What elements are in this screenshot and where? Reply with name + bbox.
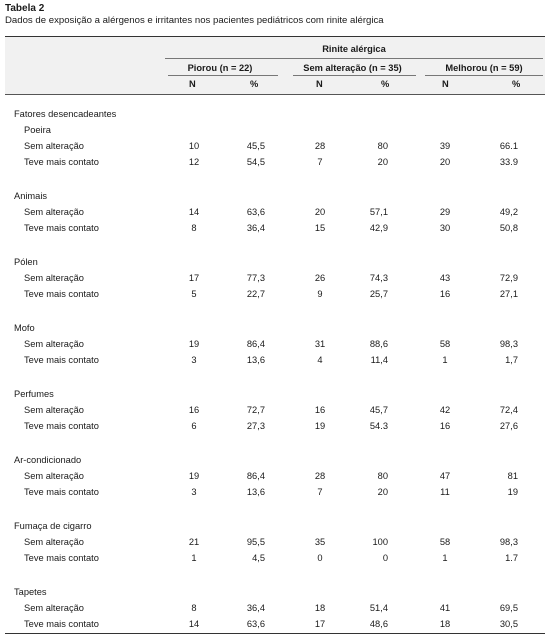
col-header-sem-alteracao: Sem alteração (n = 35) [303,63,402,73]
cell-pct: 1.7 [505,553,518,563]
table-row [0,405,550,419]
cell-pct: 36,4 [246,603,265,613]
cell-pct: 45,5 [246,141,265,151]
col-underline-piorou [168,75,278,76]
cell-pct: 45,7 [369,405,388,415]
row-label: Sem alteração [24,537,84,547]
cell-n: 58 [439,537,451,547]
cell-pct: 74,3 [369,273,388,283]
category-label: Tapetes [14,587,47,597]
cell-pct: 63,6 [246,207,265,217]
category-label: Fumaça de cigarro [14,521,92,531]
cell-n: 43 [439,273,451,283]
category-label: Animais [14,191,48,201]
cell-pct: 86,4 [246,471,265,481]
cell-n: 14 [188,207,200,217]
cell-n: 12 [188,157,200,167]
category-label: Perfumes [14,389,54,399]
row-label: Teve mais contato [24,553,99,563]
cell-pct: 98,3 [499,537,518,547]
cell-n: 6 [191,421,197,431]
cell-n: 1 [442,553,448,563]
cell-pct: 13,6 [246,487,265,497]
table-row [0,273,550,287]
cell-pct: 80 [377,141,388,151]
table-row [0,141,550,155]
table-row [0,223,550,237]
cell-pct: 72,7 [246,405,265,415]
category-row [0,125,550,139]
cell-pct: 27,6 [499,421,518,431]
cell-n: 58 [439,339,451,349]
cell-pct: 20 [377,157,388,167]
row-label: Teve mais contato [24,289,99,299]
cell-n: 47 [439,471,451,481]
cell-pct: 42,9 [369,223,388,233]
row-label: Sem alteração [24,339,84,349]
header-bottom-rule [5,94,545,95]
cell-pct: 50,8 [499,223,518,233]
cell-pct: 54.3 [369,421,388,431]
cell-n: 19 [188,471,200,481]
cell-pct: 69,5 [499,603,518,613]
cell-n: 39 [439,141,451,151]
row-label: Teve mais contato [24,619,99,629]
cell-n: 18 [314,603,326,613]
cell-n: 29 [439,207,451,217]
cell-n: 7 [317,487,323,497]
row-label: Sem alteração [24,141,84,151]
subhead-n-1: N [189,79,196,89]
table-row [0,289,550,303]
row-label: Sem alteração [24,603,84,613]
cell-pct: 27,3 [246,421,265,431]
cell-n: 1 [442,355,448,365]
cell-pct: 36,4 [246,223,265,233]
category-row [0,587,550,601]
col-header-melhorou: Melhorou (n = 59) [445,63,523,73]
row-label: Teve mais contato [24,223,99,233]
cell-n: 16 [439,289,451,299]
group-underline [165,58,543,59]
cell-n: 14 [188,619,200,629]
cell-pct: 4,5 [252,553,265,563]
cell-pct: 80 [377,471,388,481]
cell-pct: 98,3 [499,339,518,349]
table-row [0,619,550,633]
section-label [0,109,550,123]
cell-n: 20 [439,157,451,167]
cell-pct: 72,9 [499,273,518,283]
cell-n: 19 [188,339,200,349]
cell-n: 1 [191,553,197,563]
col-underline-sem [293,75,416,76]
cell-pct: 25,7 [369,289,388,299]
cell-pct: 11,4 [370,355,388,365]
cell-n: 4 [317,355,323,365]
cell-n: 18 [439,619,451,629]
table-subtitle: Dados de exposição a alérgenos e irritantes nos pacientes pediátricos com rinite alérgica [5,15,384,26]
cell-n: 3 [191,355,197,365]
cell-pct: 88,6 [369,339,388,349]
table-title: Tabela 2 [5,3,45,14]
cell-n: 20 [314,207,326,217]
cell-pct: 86,4 [246,339,265,349]
cell-n: 26 [314,273,326,283]
cell-n: 8 [191,603,197,613]
subhead-pct-3: % [512,79,521,89]
cell-n: 11 [440,487,450,497]
table-row [0,339,550,353]
table-row [0,537,550,551]
row-label: Sem alteração [24,471,84,481]
cell-n: 9 [317,289,323,299]
cell-pct: 27,1 [499,289,518,299]
cell-pct: 95,5 [246,537,265,547]
category-label: Pólen [14,257,38,267]
row-label: Teve mais contato [24,157,99,167]
row-label: Sem alteração [24,405,84,415]
cell-pct: 81 [507,471,518,481]
table-row [0,471,550,485]
cell-n: 3 [191,487,197,497]
cell-n: 16 [188,405,200,415]
subhead-n-3: N [442,79,449,89]
cell-pct: 19 [507,487,518,497]
bottom-rule [5,633,545,634]
cell-pct: 20 [377,487,388,497]
cell-n: 8 [191,223,197,233]
cell-pct: 66.1 [499,141,518,151]
cell-n: 19 [314,421,326,431]
subhead-n-2: N [316,79,323,89]
col-header-piorou: Piorou (n = 22) [187,63,253,73]
cell-pct: 57,1 [369,207,388,217]
cell-n: 28 [314,471,326,481]
cell-pct: 49,2 [499,207,518,217]
cell-pct: 33.9 [499,157,518,167]
cell-n: 0 [317,553,323,563]
cell-n: 42 [439,405,451,415]
cell-pct: 30,5 [499,619,518,629]
group-header: Rinite alérgica [322,44,386,54]
table-row [0,421,550,435]
row-label: Sem alteração [24,273,84,283]
category-row [0,389,550,403]
table-row [0,603,550,617]
cell-n: 17 [314,619,326,629]
cell-n: 41 [439,603,451,613]
row-label: Teve mais contato [24,487,99,497]
col-underline-melhorou [425,75,543,76]
cell-pct: 48,6 [369,619,388,629]
cell-pct: 0 [382,553,388,563]
row-label: Teve mais contato [24,355,99,365]
cell-n: 28 [314,141,326,151]
cell-pct: 54,5 [246,157,265,167]
category-row [0,191,550,205]
category-row [0,455,550,469]
cell-n: 7 [317,157,323,167]
subhead-pct-2: % [381,79,390,89]
table-row [0,157,550,171]
cell-pct: 22,7 [246,289,265,299]
cell-n: 35 [314,537,326,547]
cell-n: 31 [314,339,326,349]
cell-pct: 100 [372,537,388,547]
cell-n: 30 [439,223,451,233]
category-row [0,323,550,337]
category-label: Ar-condicionado [14,455,82,465]
section-label-text: Fatores desencadeantes [14,109,117,119]
table-row [0,207,550,221]
table-row [0,553,550,567]
category-label: Mofo [14,323,35,333]
category-row [0,521,550,535]
cell-n: 10 [188,141,200,151]
cell-n: 16 [439,421,451,431]
table-row [0,487,550,501]
row-label: Teve mais contato [24,421,99,431]
cell-pct: 51,4 [369,603,388,613]
cell-pct: 72,4 [499,405,518,415]
cell-n: 5 [191,289,197,299]
cell-pct: 1,7 [505,355,518,365]
cell-pct: 77,3 [246,273,265,283]
cell-n: 17 [188,273,200,283]
subhead-pct-1: % [250,79,259,89]
cell-pct: 63,6 [246,619,265,629]
cell-n: 16 [314,405,326,415]
category-row [0,257,550,271]
cell-n: 21 [188,537,200,547]
cell-pct: 13,6 [246,355,265,365]
cell-n: 15 [314,223,326,233]
category-label: Poeira [24,125,51,135]
table-row [0,355,550,369]
row-label: Sem alteração [24,207,84,217]
